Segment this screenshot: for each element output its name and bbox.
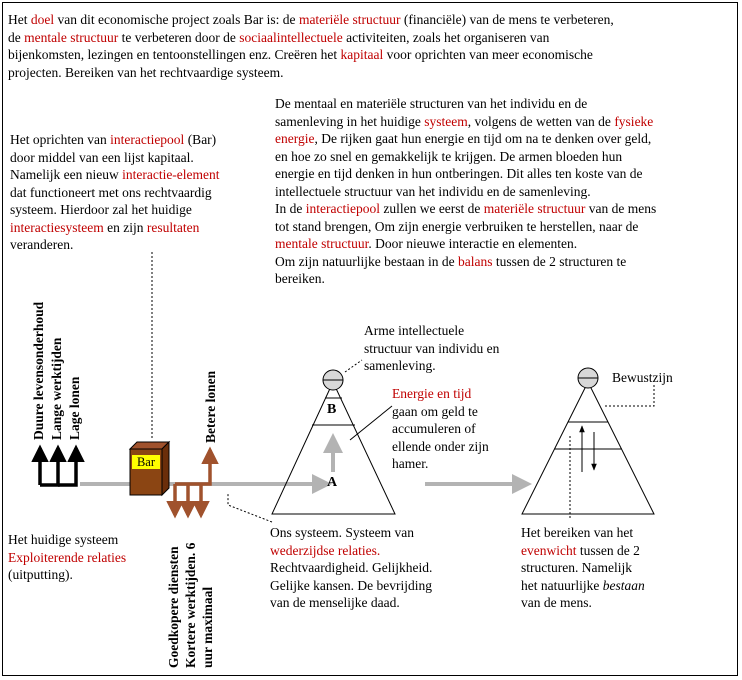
- left-note: Het oprichten van interactiepool (Bar) door middel van een lijst kapitaal. Namelijk een nieuw interactie-element dat functioneert met ons rechtvaardig systeem. Hierdoor zal het huidige interactiesysteem en zijn resultaten veranderen.: [10, 132, 220, 252]
- current-system-note: Het huidige systeem Exploiterende relaties (uitputting).: [8, 532, 127, 582]
- leader-line: [228, 493, 272, 522]
- our-system-note: Ons systeem. Systeem van wederzijdse relaties. Rechtvaardigheid. Gelijkheid. Gelijke kansen. De bevrijding van de menselijke daad.: [270, 525, 433, 610]
- label-shorter-hours: Kortere werktijden. 6: [183, 542, 198, 668]
- leader-line: [604, 385, 654, 406]
- triangle-label-b: B: [327, 402, 337, 417]
- leader-line: [350, 406, 392, 440]
- awareness-label: Bewustzijn: [612, 370, 673, 385]
- label-low-wages: Lage lonen: [67, 376, 82, 440]
- label-cheaper-services: Goedkopere diensten: [166, 546, 181, 668]
- triangle-balance: [522, 368, 654, 514]
- triangle-current: [272, 370, 395, 514]
- balance-note: Het bereiken van het evenwicht tussen de 2 structuren. Namelijk het natuurlijke bestaan van de mens.: [521, 525, 645, 610]
- label-long-hours: Lange werktijden: [49, 337, 64, 440]
- right-note: De mentaal en materiële structuren van het individu en de samenleving in het huidige systeem, volgens de wetten van de fysieke energie, De rijken gaat hun energie en tijd om na te denken over geld, en hoe zo snel en gemakkelijk te krijgen. De armen bloeden hun energie en tijd denken in hun ontberingen. Dit alles ten koste van de intellectuele structuur van het individu en de samenleving. In de interactiepool zullen we eerst de materiële structuur van de mens tot stand brengen, Om zijn energie verbruiken te herstellen, naar de mentale structuur. Door nieuwe interactie en elementen. Om zijn natuurlijke bestaan in de balans tussen de 2 structuren te bereiken.: [275, 96, 657, 286]
- label-expensive-living: Duure levensonderhoud: [31, 301, 46, 440]
- exploitation-arrows: [40, 448, 76, 485]
- intro-text: Het doel van dit economische project zoals Bar is: de materiële structuur (financiële) van de mens te verbeteren, de mentale structuur te verbeteren door de sociaalintellectuele activiteiten, zoals het organiseren van bijenkomsten, lezingen en tentoonstellingen enz. Creëren het kapitaal voor oprichten van meer economische projecten. Bereiken van het rechtvaardige systeem.: [8, 12, 614, 80]
- leader-line: [345, 360, 362, 372]
- label-max-hours: uur maximaal: [200, 586, 215, 668]
- label-better-wages: Betere lonen: [203, 370, 218, 443]
- triangle-label-a: A: [327, 475, 338, 490]
- energy-note: Energie en tijd gaan om geld te accumuleren of ellende onder zijn hamer.: [392, 386, 489, 471]
- bar-label: Bar: [136, 455, 156, 469]
- poor-structure-note: Arme intellectuele structuur van individu en samenleving.: [364, 323, 500, 373]
- benefit-arrows: [175, 450, 210, 515]
